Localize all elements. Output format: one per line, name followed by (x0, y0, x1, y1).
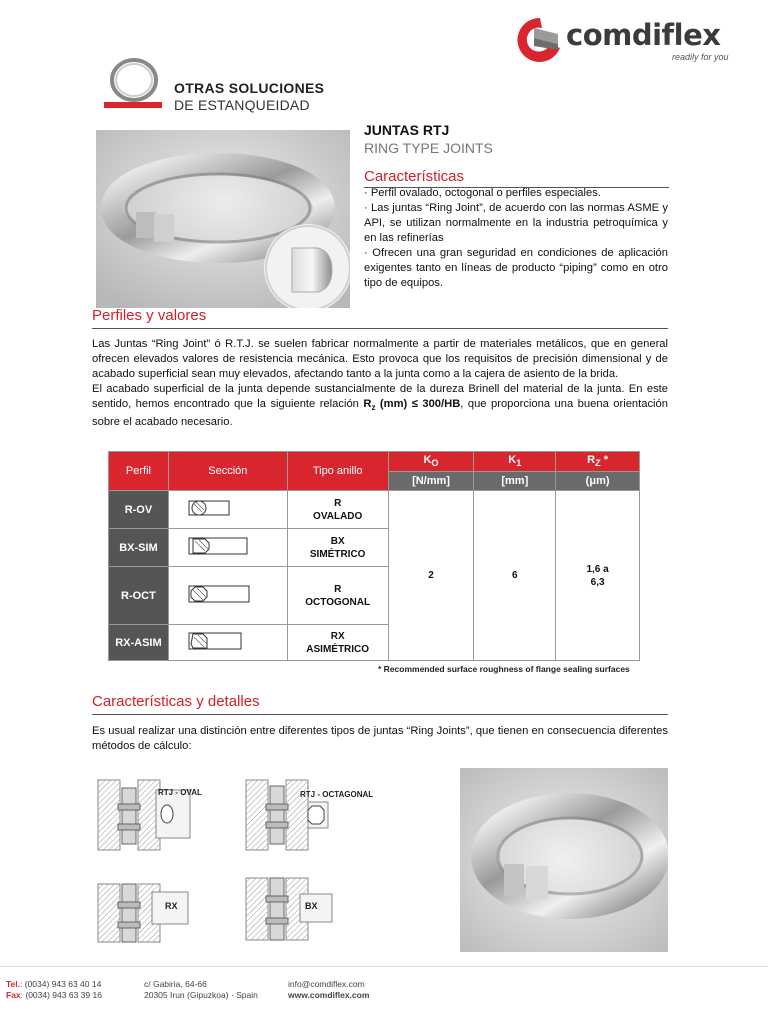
rz-sub: z (371, 403, 376, 413)
rz-star: * (600, 454, 609, 467)
footer-divider (0, 966, 768, 967)
tipo-line1: R (334, 497, 342, 509)
rz-formula: (mm) ≤ 300/HB (375, 398, 461, 410)
tipo-line1: BX (330, 535, 345, 547)
detalles-paragraph: Es usual realizar una distinción entre diferentes tipos de juntas “Ring Joints”, que tienen en consecuencia diferentes métodos de cálculo: (92, 725, 668, 752)
k0-label: K (423, 454, 432, 467)
ring-joint-photo (96, 130, 350, 308)
k1-sub: 1 (516, 458, 522, 469)
rz-label: R (587, 454, 596, 467)
rz-r: R (363, 398, 372, 410)
unit-rz: (μm) (556, 472, 640, 491)
footer-address (144, 979, 258, 1001)
perfiles-para2-start: El acabado superficial de la junta depende sustancialmente de la dureza Brinell del material de la junta. En este sentido, hemos encontrado que la siguiente relación (92, 383, 668, 410)
flange-diagrams (94, 774, 394, 944)
ring-joint-photo-2 (460, 768, 668, 952)
rx-section-icon (183, 628, 273, 654)
tipo-line1: RX (330, 630, 345, 642)
col-seccion: Sección (168, 452, 287, 491)
perfiles-paragraph (92, 337, 668, 430)
tipo-line2: OVALADO (313, 510, 363, 522)
ring-logo-icon (104, 58, 162, 110)
address-line1: c/ Gabiria, 64-66 (144, 979, 207, 989)
caracteristicas-item: · Perfil ovalado, octogonal o perfiles especiales. (364, 187, 601, 199)
bx-section-icon (183, 533, 273, 559)
section-cell (168, 625, 287, 661)
perfil-cell: R-OCT (109, 567, 169, 625)
col-perfil: Perfil (109, 452, 169, 491)
tipo-cell (287, 567, 388, 625)
perfil-cell: RX-ASIM (109, 625, 169, 661)
col-k0 (388, 452, 474, 472)
brand-name: comdiflex (566, 18, 721, 52)
rz-label-sub: Z (595, 458, 601, 469)
tel-value: : (0034) 943 63 40 14 (20, 979, 102, 989)
tipo-line2: SIMÉTRICO (309, 548, 366, 560)
fax-value: : (0034) 943 63 39 16 (20, 990, 102, 1000)
section-cell (168, 491, 287, 529)
section-cell (168, 567, 287, 625)
tipo-cell (287, 491, 388, 529)
address-line2: 20305 Irun (Gipuzkoa) · Spain (144, 990, 258, 1000)
k0-value: 2 (388, 491, 474, 661)
footer-website[interactable]: www.comdiflex.com (288, 990, 370, 1000)
caracteristicas-heading: Características (364, 168, 465, 185)
perfiles-para1: Las Juntas “Ring Joint” ó R.T.J. se suelen fabricar normalmente a partir de materiales metálicos, que en general ofrecen elevados valores de resistencia mecánica. Esto provoca que los requisitos de precisión dimensional y de acabado superficial sean muy elevados, afectando tanto a la junta como a la cajera de asiento de la brida. (92, 338, 668, 380)
caracteristicas-item: · Las juntas “Ring Joint”, de acuerdo con las normas ASME y API, se utilizan normalmente en la industria petroquímica y en las refinerías (364, 202, 668, 244)
footer-email[interactable]: info@comdiflex.com (288, 979, 365, 989)
caracteristicas-item: · Ofrecen una gran seguridad en condiciones de aplicación exigentes tanto en líneas de producto “piping” como en otro tipo de equipos. (364, 247, 668, 289)
tipo-line2: ASIMÉTRICO (306, 643, 370, 655)
k1-value: 6 (474, 491, 556, 661)
rx-flange-diagram (98, 884, 188, 942)
table-header-row (109, 452, 640, 472)
perfil-cell: R-OV (109, 491, 169, 529)
tipo-line1: R (334, 583, 342, 595)
table-row (109, 491, 640, 529)
footer-web (288, 979, 369, 1001)
label-bx: BX (305, 901, 318, 911)
perfiles-divider (92, 328, 668, 329)
product-subtitle: RING TYPE JOINTS (364, 140, 493, 156)
brand-logo-icon (514, 14, 566, 62)
label-oval: RTJ - OVAL (158, 788, 202, 797)
label-octagonal: RTJ - OCTAGONAL (300, 790, 374, 799)
unit-k0: [N/mm] (388, 472, 474, 491)
perfiles-heading: Perfiles y valores (92, 307, 207, 324)
detalles-heading: Características y detalles (92, 693, 260, 710)
label-rx: RX (165, 901, 178, 911)
section-title-line2: DE ESTANQUEIDAD (174, 97, 310, 113)
bx-flange-diagram (246, 878, 332, 940)
unit-k1: [mm] (474, 472, 556, 491)
caracteristicas-list (364, 186, 668, 291)
octagonal-section-icon (183, 581, 273, 607)
detalles-divider (92, 714, 668, 715)
rz-value-line1: 1,6 a (586, 563, 609, 575)
k1-label: K (508, 454, 517, 467)
oval-section-icon (183, 495, 273, 521)
section-cell (168, 529, 287, 567)
k0-sub: O (431, 458, 439, 469)
fax-label: Fax (6, 990, 21, 1000)
footer-contact (6, 979, 102, 1001)
rz-value (556, 491, 640, 661)
tipo-cell (287, 625, 388, 661)
perfil-cell: BX-SIM (109, 529, 169, 567)
product-title: JUNTAS RTJ (364, 122, 450, 138)
tipo-line2: OCTOGONAL (305, 596, 371, 608)
section-title-line1: OTRAS SOLUCIONES (174, 80, 325, 96)
perfiles-para2 (92, 382, 668, 430)
brand-tagline: readily for you (672, 52, 729, 62)
perfiles-para2-end: , que proporciona una buena orientación sobre el acabado necesario. (92, 398, 668, 429)
tel-label: Tel. (6, 979, 21, 989)
rz-symbol (363, 398, 461, 413)
col-rz (556, 452, 640, 472)
profiles-table (108, 451, 640, 661)
col-k1 (474, 452, 556, 472)
rz-value-line2: 6,3 (590, 576, 605, 588)
col-tipo: Tipo anillo (287, 452, 388, 491)
tipo-cell (287, 529, 388, 567)
table-note: * Recommended surface roughness of flange sealing surfaces (378, 664, 630, 674)
